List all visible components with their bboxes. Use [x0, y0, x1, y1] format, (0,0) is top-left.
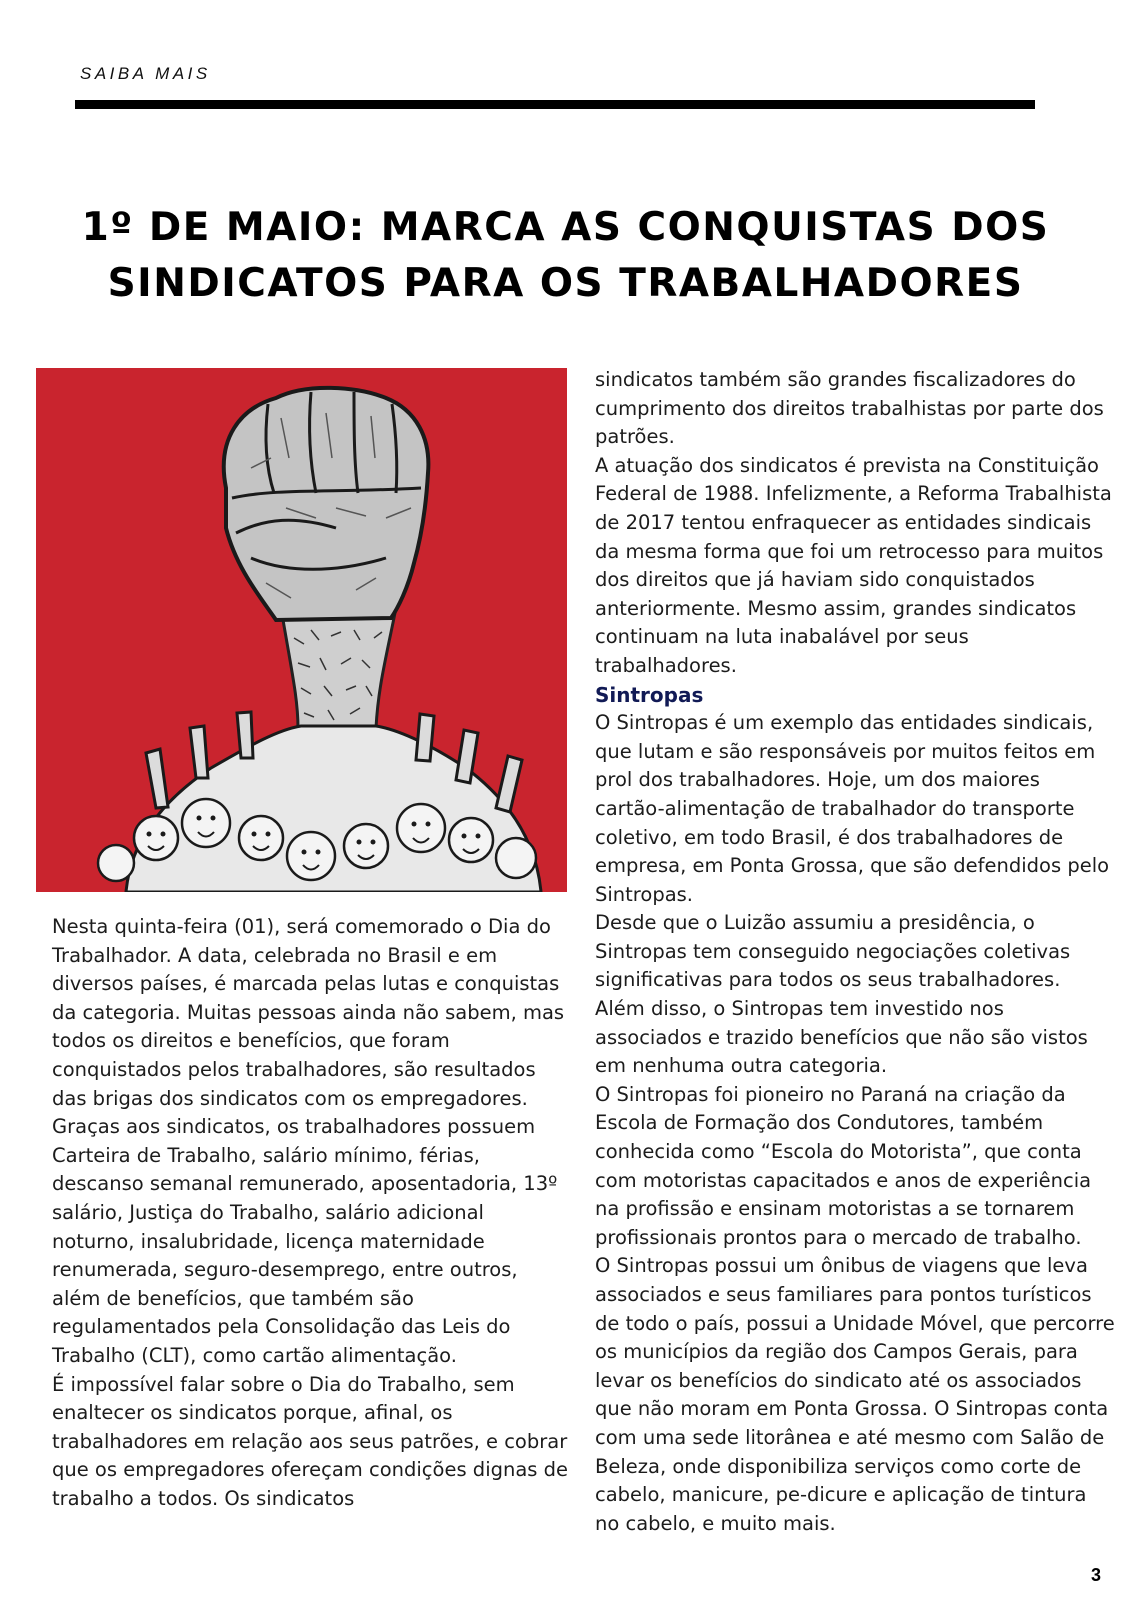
section-label: SAIBA MAIS	[80, 64, 211, 83]
article-title-line-2: SINDICATOS PARA OS TRABALHADORES	[107, 261, 1024, 306]
paragraph: Desde que o Luizão assumiu a presidência, o Sintropas tem conseguido negociações coletivas significativas para todos os seus trabalhadores. Além disso, o Sintropas tem investido nos associados e trazido benefícios que não são vistos em nenhuma outra categoria.	[595, 911, 1088, 1078]
article-column-right	[595, 366, 1115, 1538]
paragraph: O Sintropas é um exemplo das entidades sindicais, que lutam e são responsáveis por muitos feitos em prol dos trabalhadores. Hoje, um dos maiores cartão-alimentação de trabalhador do transporte coletivo, em todo Brasil, é dos trabalhadores de empresa, em Ponta Grossa, que são defendidos pelo Sintropas.	[595, 711, 1110, 906]
paragraph: Graças aos sindicatos, os trabalhadores possuem Carteira de Trabalho, salário mínimo, férias, descanso semanal remunerado, aposentadoria, 13º salário, Justiça do Trabalho, salário adicional noturno, insalubridade, licença maternidade renumerada, seguro-desemprego, entre outros, além de benefícios, que também são regulamentados pela Consolidação das Leis do Trabalho (CLT), como cartão alimentação.	[52, 1115, 558, 1367]
raised-fist-illustration	[36, 368, 567, 892]
subheading-sintropas: Sintropas	[595, 682, 704, 707]
paragraph: O Sintropas possui um ônibus de viagens que leva associados e seus familiares para pontos turísticos de todo o país, possui a Unidade Móvel, que percorre os municípios da região dos Campos Gerais, para levar os benefícios do sindicato até os associados que não moram em Ponta Grossa. O Sintropas conta com uma sede litorânea e até mesmo com Salão de Beleza, onde disponibiliza serviços como corte de cabelo, manicure, pe-dicure e aplicação de tintura no cabelo, e muito mais.	[595, 1254, 1115, 1535]
article-title	[40, 200, 1091, 312]
header-rule	[75, 100, 1035, 109]
article-column-left	[52, 913, 572, 1513]
paragraph: O Sintropas foi pioneiro no Paraná na criação da Escola de Formação dos Condutores, também conhecida como “Escola do Motorista”, que conta com motoristas capacitados e anos de experiência na profissão e ensinam motoristas a se tornarem profissionais prontos para o mercado de trabalho.	[595, 1082, 1092, 1249]
page-number: 3	[1090, 1565, 1101, 1585]
paragraph: É impossível falar sobre o Dia do Trabalho, sem enaltecer os sindicatos porque, afinal, os trabalhadores em relação aos seus patrões, e cobrar que os empregadores ofereçam condições dignas de trabalho a todos. Os sindicatos	[52, 1372, 569, 1510]
article-title-line-1: 1º DE MAIO: MARCA AS CONQUISTAS DOS	[81, 205, 1050, 250]
paragraph: A atuação dos sindicatos é prevista na Constituição Federal de 1988. Infelizmente, a Reforma Trabalhista de 2017 tentou enfraquecer as entidades sindicais da mesma forma que foi um retrocesso para muitos dos direitos que já haviam sido conquistados anteriormente. Mesmo assim, grandes sindicatos continuam na luta inabalável por seus trabalhadores.	[595, 453, 1112, 677]
raised-fist-icon	[36, 368, 567, 892]
paragraph: sindicatos também são grandes fiscalizadores do cumprimento dos direitos trabalhistas por parte dos patrões.	[595, 368, 1104, 449]
paragraph: Nesta quinta-feira (01), será comemorado o Dia do Trabalhador. A data, celebrada no Brasil e em diversos países, é marcada pelas lutas e conquistas da categoria. Muitas pessoas ainda não sabem, mas todos os direitos e benefícios, que foram conquistados pelos trabalhadores, são resultados das brigas dos sindicatos com os empregadores.	[52, 915, 565, 1110]
